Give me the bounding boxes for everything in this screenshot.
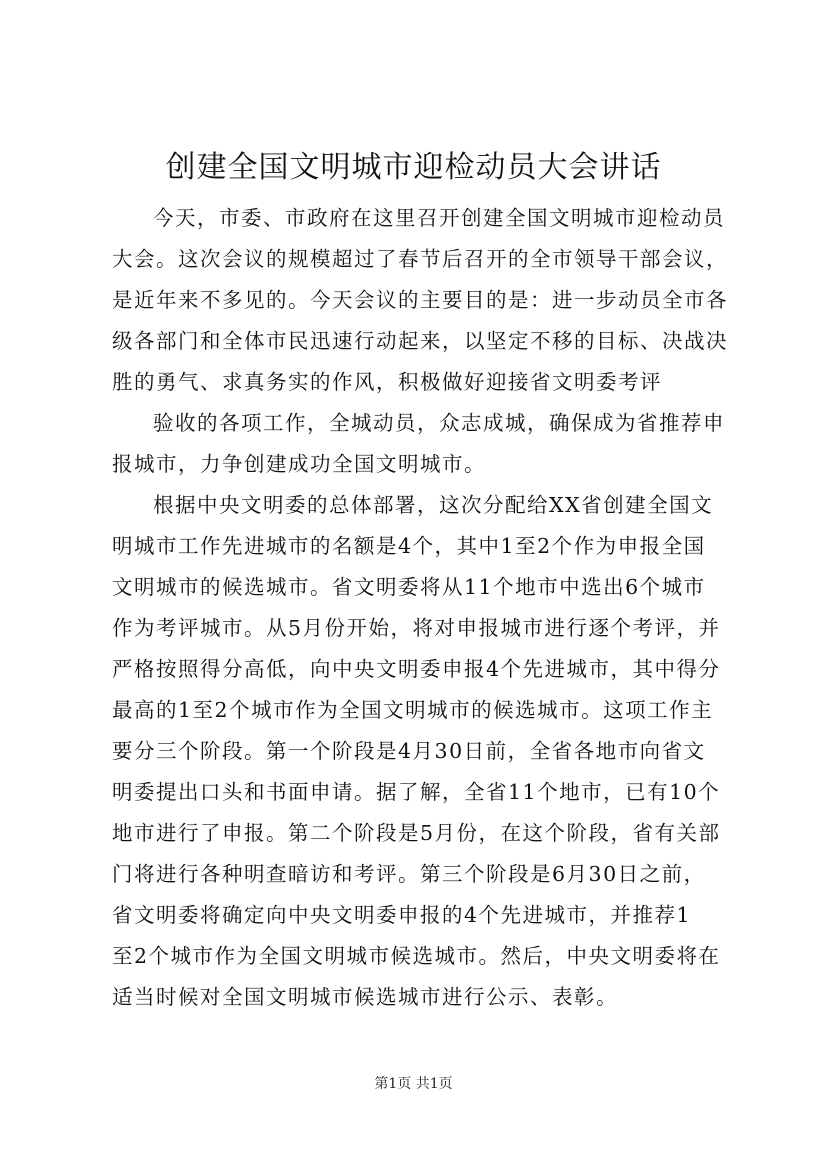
body-line-2: 大会。这次会议的规模超过了春节后召开的全市领导干部会议，	[112, 247, 728, 271]
body-line-15: 明委提出口头和书面申请。据了解，全省11个地市，已有10个	[112, 780, 721, 804]
body-line-17: 门将进行各种明查暗访和考评。第三个阶段是6月30日之前，	[112, 862, 706, 886]
body-line-4: 级各部门和全体市民迅速行动起来，以坚定不移的目标、决战决	[112, 329, 728, 353]
body-line-9: 明城市工作先进城市的名额是4个，其中1至2个作为申报全国	[112, 534, 706, 558]
body-line-1: 今天，市委、市政府在这里召开创建全国文明城市迎检动员	[153, 206, 725, 230]
body-line-10: 文明城市的候选城市。省文明委将从11个地市中选出6个城市	[112, 575, 706, 599]
document-title: 创建全国文明城市迎检动员大会讲话	[165, 150, 662, 185]
body-line-8: 根据中央文明委的总体部署，这次分配给XX省创建全国文	[153, 493, 714, 517]
body-line-6: 验收的各项工作，全城动员，众志成城，确保成为省推荐申	[153, 411, 725, 435]
body-line-14: 要分三个阶段。第一个阶段是4月30日前，全省各地市向省文	[112, 739, 706, 763]
body-line-19: 至2个城市作为全国文明城市候选城市。然后，中央文明委将在	[112, 944, 721, 968]
page-number-footer: 第1页 共1页	[374, 1076, 453, 1092]
body-line-7: 报城市，力争创建成功全国文明城市。	[112, 452, 486, 476]
body-line-20: 适当时候对全国文明城市候选城市进行公示、表彰。	[112, 985, 618, 1009]
body-line-13: 最高的1至2个城市作为全国文明城市的候选城市。这项工作主	[112, 698, 714, 722]
body-line-5: 胜的勇气、求真务实的作风，积极做好迎接省文明委考评	[112, 370, 662, 394]
body-line-11: 作为考评城市。从5月份开始，将对申报城市进行逐个考评，并	[112, 616, 721, 640]
body-line-12: 严格按照得分高低，向中央文明委申报4个先进城市，其中得分	[112, 657, 721, 681]
body-line-18: 省文明委将确定向中央文明委申报的4个先进城市，并推荐1	[112, 903, 692, 927]
body-line-3: 是近年来不多见的。今天会议的主要目的是：进一步动员全市各	[112, 288, 728, 312]
body-line-16: 地市进行了申报。第二个阶段是5月份，在这个阶段，省有关部	[112, 821, 721, 845]
